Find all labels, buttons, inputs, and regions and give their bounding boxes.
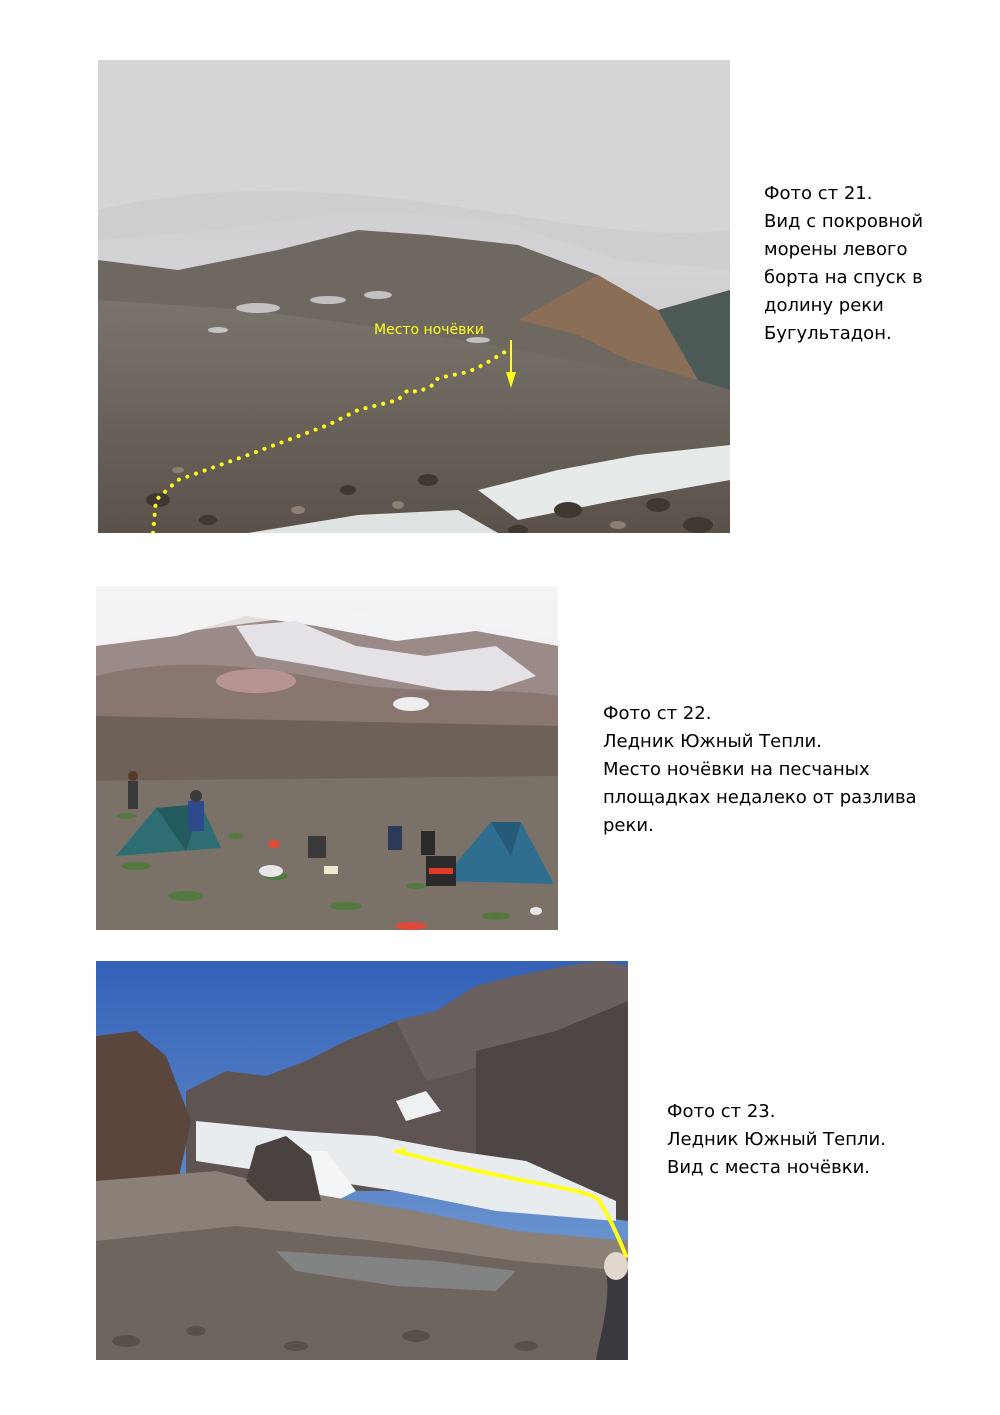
caption-line: Фото ст 21. [764,183,873,204]
caption-line: реки. [603,815,654,836]
caption-line: Фото ст 23. [667,1101,776,1122]
caption-line: Фото ст 22. [603,703,712,724]
caption-line: Вид с покровной [764,211,924,232]
caption-line: Место ночёвки на песчаных [603,759,870,780]
caption-photo-23 [667,1098,886,1182]
caption-line: морены левого [764,239,908,260]
photo-glacier-view [96,961,628,1360]
caption-photo-22 [603,700,917,840]
caption-line: Ледник Южный Тепли. [603,731,822,752]
caption-line: Бугультадон. [764,323,892,344]
caption-line: Вид с места ночёвки. [667,1157,871,1178]
caption-line: борта на спуск в [764,267,923,288]
caption-line: Ледник Южный Тепли. [667,1129,886,1150]
photo-camp-tents [96,586,558,930]
photo-moraine-valley [98,60,730,533]
caption-photo-21 [764,180,923,348]
caption-line: площадках недалеко от разлива [603,787,917,808]
camp-site-label: Место ночёвки [374,322,484,338]
caption-line: долину реки [764,295,884,316]
